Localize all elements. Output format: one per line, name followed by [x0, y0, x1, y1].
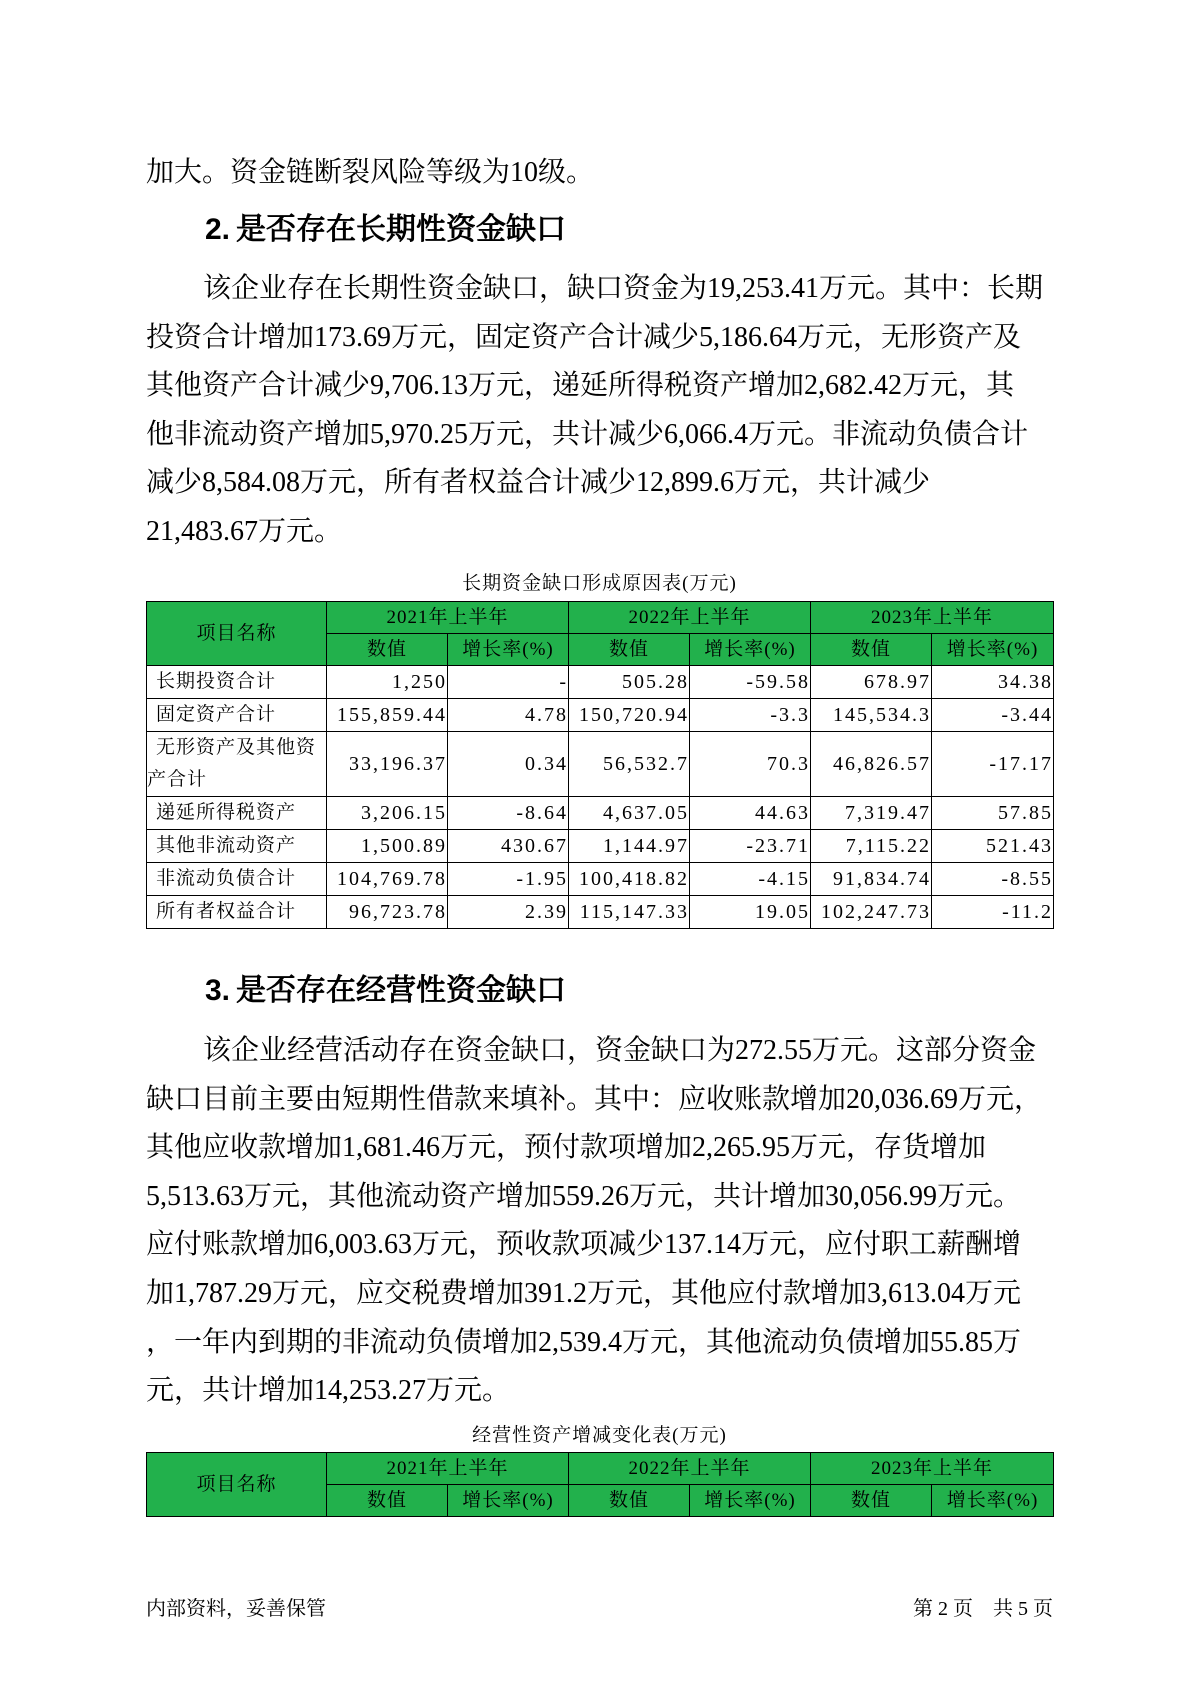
growth-rate-cell: 0.34	[448, 732, 569, 797]
table-header-row	[147, 602, 1054, 634]
period-header: 2021年上半年	[327, 1453, 569, 1485]
paragraph-line: 21,483.67万元。	[146, 515, 343, 547]
paragraph-line: 他非流动资产增加5,970.25万元，共计减少6,066.4万元。非流动负债合计	[146, 418, 1029, 450]
growth-rate-cell: -8.55	[932, 863, 1054, 896]
value-cell: 33,196.37	[327, 732, 448, 797]
table-row	[147, 830, 1054, 863]
value-header: 数值	[811, 634, 932, 666]
table-row	[147, 896, 1054, 929]
growth-rate-cell: -	[448, 666, 569, 699]
paragraph-line: 减少8,584.08万元，所有者权益合计减少12,899.6万元，共计减少	[146, 467, 931, 499]
row-item-name: 所有者权益合计	[147, 896, 327, 929]
growth-rate-cell: 4.78	[448, 699, 569, 732]
paragraph	[146, 265, 1076, 557]
paragraph-line: 其他资产合计减少9,706.13万元，递延所得税资产增加2,682.42万元，其	[146, 370, 1015, 402]
value-cell: 100,418.82	[569, 863, 690, 896]
paragraph-line: 应付账款增加6,003.63万元，预收款项减少137.14万元，应付职工薪酬增	[146, 1229, 1022, 1261]
value-cell: 1,144.97	[569, 830, 690, 863]
growth-rate-cell: 70.3	[690, 732, 811, 797]
value-cell: 145,534.3	[811, 699, 932, 732]
row-item-name: 其他非流动资产	[147, 830, 327, 863]
value-cell: 1,500.89	[327, 830, 448, 863]
paragraph-line: 投资合计增加173.69万元，固定资产合计减少5,186.64万元，无形资产及	[146, 321, 1022, 353]
section-number: 3.	[205, 974, 231, 1007]
section-heading	[205, 206, 566, 254]
growth-rate-cell: -23.71	[690, 830, 811, 863]
current-page-label: 第 2 页	[913, 1598, 973, 1620]
period-header: 2023年上半年	[811, 1453, 1054, 1485]
table-row	[147, 699, 1054, 732]
growth-rate-cell: -1.95	[448, 863, 569, 896]
item-name-header: 项目名称	[147, 602, 327, 666]
value-cell: 56,532.7	[569, 732, 690, 797]
value-header: 数值	[569, 1485, 690, 1517]
table-caption: 经营性资产增减变化表(万元)	[472, 1425, 727, 1446]
value-header: 数值	[811, 1485, 932, 1517]
value-cell: 96,723.78	[327, 896, 448, 929]
long-term-gap-table-body	[147, 666, 1054, 929]
growth-rate-header: 增长率(%)	[932, 634, 1054, 666]
long-term-gap-table	[146, 601, 1054, 929]
value-cell: 4,637.05	[569, 797, 690, 830]
table-row	[147, 666, 1054, 699]
row-item-name: 固定资产合计	[147, 699, 327, 732]
growth-rate-cell: -4.15	[690, 863, 811, 896]
section-title: 是否存在经营性资金缺口	[236, 974, 567, 1007]
period-header: 2021年上半年	[327, 602, 569, 634]
page-number	[913, 1597, 1053, 1621]
paragraph	[146, 1027, 1076, 1416]
growth-rate-header: 增长率(%)	[448, 1485, 569, 1517]
paragraph-line: 元，共计增加14,253.27万元。	[146, 1375, 511, 1407]
growth-rate-cell: -11.2	[932, 896, 1054, 929]
growth-rate-cell: 521.43	[932, 830, 1054, 863]
value-cell: 91,834.74	[811, 863, 932, 896]
section-number: 2.	[205, 213, 231, 246]
value-cell: 678.97	[811, 666, 932, 699]
period-header: 2022年上半年	[569, 602, 811, 634]
growth-rate-cell: -17.17	[932, 732, 1054, 797]
section-title: 是否存在长期性资金缺口	[236, 213, 567, 246]
value-cell: 7,115.22	[811, 830, 932, 863]
growth-rate-cell: 2.39	[448, 896, 569, 929]
growth-rate-header: 增长率(%)	[932, 1485, 1054, 1517]
table-row	[147, 797, 1054, 830]
growth-rate-header: 增长率(%)	[690, 1485, 811, 1517]
growth-rate-cell: -3.44	[932, 699, 1054, 732]
table-header-row	[147, 1453, 1054, 1485]
table-caption: 长期资金缺口形成原因表(万元)	[462, 573, 737, 594]
value-cell: 46,826.57	[811, 732, 932, 797]
growth-rate-cell: 19.05	[690, 896, 811, 929]
value-cell: 115,147.33	[569, 896, 690, 929]
growth-rate-cell: -3.3	[690, 699, 811, 732]
value-cell: 155,859.44	[327, 699, 448, 732]
row-item-name: 递延所得税资产	[147, 797, 327, 830]
paragraph-line: 该企业经营活动存在资金缺口，资金缺口为272.55万元。这部分资金	[203, 1035, 1037, 1066]
value-cell: 150,720.94	[569, 699, 690, 732]
item-name-header: 项目名称	[147, 1453, 327, 1517]
paragraph-line: 加1,787.29万元，应交税费增加391.2万元，其他应付款增加3,613.04万元	[146, 1277, 1022, 1309]
paragraph-line: 5,513.63万元，其他流动资产增加559.26万元，共计增加30,056.99万元。	[146, 1180, 1022, 1212]
value-cell: 3,206.15	[327, 797, 448, 830]
value-cell: 104,769.78	[327, 863, 448, 896]
value-cell: 1,250	[327, 666, 448, 699]
paragraph-line: 缺口目前主要由短期性借款来填补。其中：应收账款增加20,036.69万元，	[146, 1083, 1043, 1115]
value-header: 数值	[569, 634, 690, 666]
growth-rate-cell: -59.58	[690, 666, 811, 699]
growth-rate-cell: 44.63	[690, 797, 811, 830]
paragraph-line: 加大。资金链断裂风险等级为10级。	[146, 157, 595, 188]
value-header: 数值	[327, 634, 448, 666]
paragraph-line: 其他应收款增加1,681.46万元，预付款项增加2,265.95万元，存货增加	[146, 1132, 987, 1164]
growth-rate-header: 增长率(%)	[690, 634, 811, 666]
period-header: 2022年上半年	[569, 1453, 811, 1485]
table-row	[147, 863, 1054, 896]
footer-confidential-note: 内部资料，妥善保管	[146, 1598, 326, 1620]
operating-asset-table	[146, 1452, 1054, 1517]
row-item-name: 长期投资合计	[147, 666, 327, 699]
row-item-name: 非流动负债合计	[147, 863, 327, 896]
table-row	[147, 732, 1054, 797]
paragraph-line: ，一年内到期的非流动负债增加2,539.4万元，其他流动负债增加55.85万	[146, 1326, 1022, 1358]
value-cell: 505.28	[569, 666, 690, 699]
value-header: 数值	[327, 1485, 448, 1517]
value-cell: 102,247.73	[811, 896, 932, 929]
growth-rate-cell: -8.64	[448, 797, 569, 830]
growth-rate-cell: 34.38	[932, 666, 1054, 699]
row-item-name: 无形资产及其他资产合计	[147, 732, 327, 797]
growth-rate-header: 增长率(%)	[448, 634, 569, 666]
section-heading	[205, 967, 566, 1015]
total-pages-label: 共 5 页	[993, 1598, 1053, 1620]
value-cell: 7,319.47	[811, 797, 932, 830]
period-header: 2023年上半年	[811, 602, 1054, 634]
growth-rate-cell: 57.85	[932, 797, 1054, 830]
paragraph-line: 该企业存在长期性资金缺口，缺口资金为19,253.41万元。其中：长期	[203, 273, 1044, 304]
growth-rate-cell: 430.67	[448, 830, 569, 863]
